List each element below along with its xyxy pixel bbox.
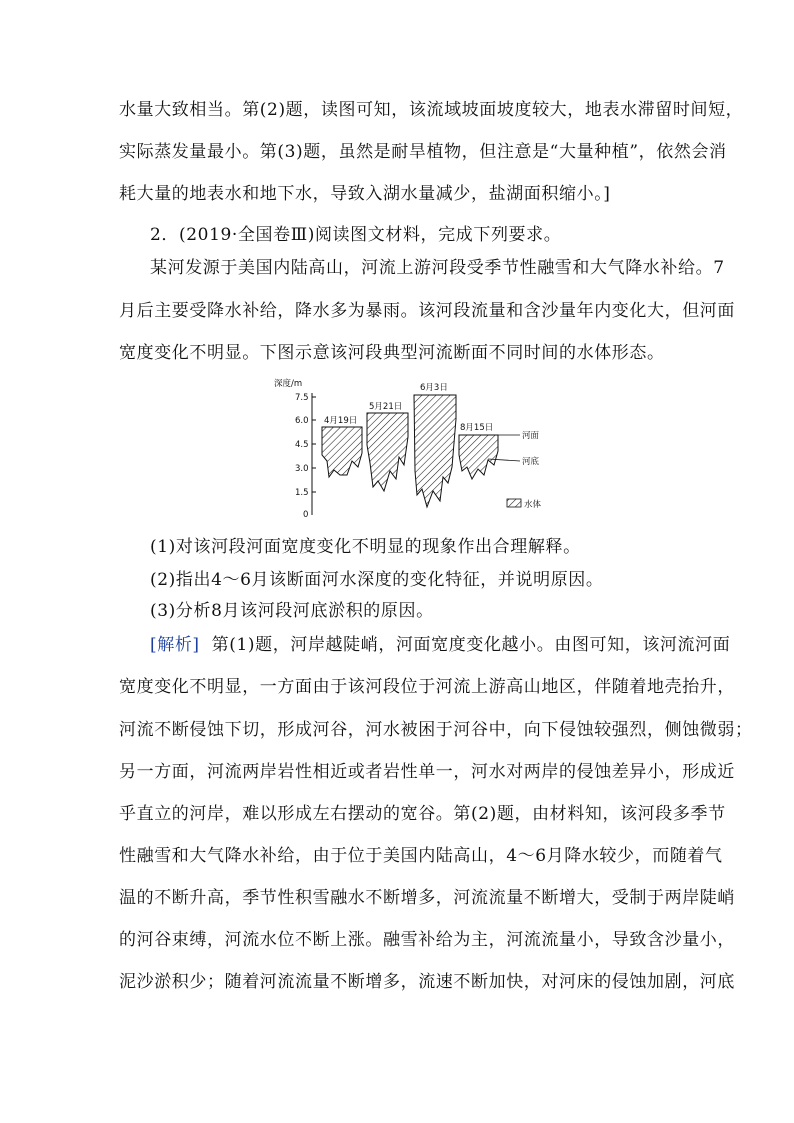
y-tick-label: 4.5: [295, 440, 309, 450]
analysis-line: 的河谷束缚，河流水位不断上涨。融雪补给为主，河流流量小，导致含沙量小，: [119, 930, 735, 950]
question-item: (1)对该河段河面宽度变化不明显的现象作出合理解释。: [150, 537, 581, 557]
y-tick-label: 3.0: [295, 464, 309, 474]
analysis-first-line: [150, 635, 731, 655]
text-line: 实际蒸发量最小。第(3)题，虽然是耐旱植物，但注意是“大量种植”，依然会消: [119, 142, 727, 162]
water-body-aug15: [459, 435, 498, 479]
analysis-line: 性融雪和大气降水补给，由于位于美国内陆高山，4～6月降水较少，而随着气: [119, 846, 723, 866]
date-label: 5月21日: [369, 402, 403, 412]
date-label: 4月19日: [324, 416, 358, 426]
river-section-diagram: [272, 375, 572, 523]
water-body-apr19: [322, 427, 362, 477]
question-item: (3)分析8月该河段河底淤积的原因。: [150, 601, 434, 621]
y-tick-label: 7.5: [295, 393, 309, 403]
river-section-figure: [272, 375, 572, 523]
question-header: 2．(2019·全国卷Ⅲ)阅读图文材料，完成下列要求。: [150, 225, 562, 245]
analysis-line: 乎直立的河岸，难以形成左右摆动的宽谷。第(2)题，由材料知，该河段多季节: [119, 804, 726, 824]
y-tick-label: 6.0: [295, 416, 309, 426]
date-label: 8月15日: [460, 423, 494, 433]
analysis-text: 第(1)题，河岸越陡峭，河面宽度变化越小。由图可知，该河流河面: [211, 635, 731, 655]
y-tick-label: 0: [303, 510, 309, 520]
analysis-line: 另一方面，河流两岸岩性相近或者岩性单一，河水对两岸的侵蚀差异小，形成近: [119, 762, 735, 782]
date-label: 6月3日: [420, 383, 448, 393]
legend-swatch: [507, 499, 521, 507]
text-line: 水量大致相当。第(2)题，读图可知，该流域坡面坡度较大，地表水滞留时间短，: [119, 100, 744, 120]
water-body-jun3: [414, 395, 456, 507]
y-axis-label: 深度/m: [274, 379, 303, 389]
text-line: 耗大量的地表水和地下水，导致入湖水量减少，盐湖面积缩小。]: [119, 184, 611, 204]
river-surface-label: 河面: [522, 431, 540, 441]
question-item: (2)指出4～6月该断面河水深度的变化特征，并说明原因。: [150, 570, 604, 590]
material-line: 宽度变化不明显。下图示意该河段典型河流断面不同时间的水体形态。: [119, 343, 665, 363]
analysis-line: 河流不断侵蚀下切，形成河谷，河水被困于河谷中，向下侵蚀较强烈，侧蚀微弱；: [119, 720, 753, 740]
river-bed-label: 河底: [522, 457, 540, 467]
analysis-line: 泥沙淤积少；随着河流流量不断增多，流速不断加快，对河床的侵蚀加剧，河底: [119, 972, 735, 992]
y-tick-label: 1.5: [295, 488, 309, 498]
analysis-line: 温的不断升高，季节性积雪融水不断增多，河流流量不断增大，受制于两岸陡峭: [119, 888, 735, 908]
water-body-may21: [367, 413, 408, 491]
legend-label: 水体: [524, 500, 542, 510]
material-line: 某河发源于美国内陆高山，河流上游河段受季节性融雪和大气降水补给。7: [150, 258, 725, 278]
material-line: 月后主要受降水补给，降水多为暴雨。该河段流量和含沙量年内变化大，但河面: [119, 301, 735, 321]
analysis-tag: [解析]: [150, 635, 200, 655]
analysis-line: 宽度变化不明显，一方面由于该河段位于河流上游高山地区，伴随着地壳抬升，: [119, 677, 735, 697]
y-axis-ticks: [312, 397, 316, 492]
